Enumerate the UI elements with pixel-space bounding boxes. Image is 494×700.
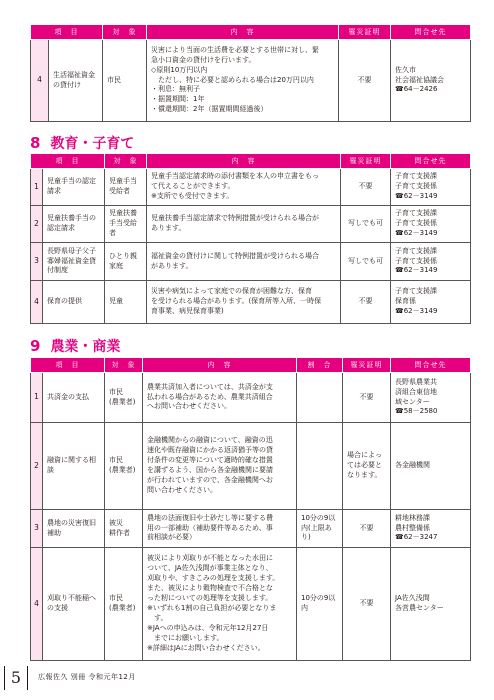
agriculture-table — [30, 357, 471, 661]
contact-line: ☎62－3149 — [395, 191, 438, 200]
row-content — [147, 243, 341, 281]
row-content — [147, 281, 341, 324]
education-table — [30, 153, 471, 324]
table-row — [31, 423, 471, 510]
contact-line: 済組合東信地 — [395, 387, 437, 396]
row-cert: 不要 — [341, 281, 391, 324]
table-row — [31, 40, 471, 122]
header-content: 内 容 — [143, 358, 297, 373]
content-line: へお問い合わせください。 — [147, 402, 231, 411]
row-content — [147, 169, 341, 206]
content-line: を講ずるよう、国から各金融機関に要請 — [147, 466, 273, 474]
row-item: 刈取り不能稲へ の支援 — [43, 548, 105, 661]
content-line: ・据置期間：1年 — [151, 95, 205, 104]
row-target — [105, 510, 143, 548]
row-number: 3 — [31, 243, 43, 281]
content-line: ※JAへの申込みは、令和元年12月27日 — [147, 623, 269, 632]
row-item: 農地の災害復旧補助 — [43, 510, 105, 548]
content-line: ついて、JA佐久浅間が事業主体となり、 — [147, 564, 273, 573]
content-line: 福祉資金の貸付けに関して特例措置が受けられる場合 — [151, 251, 319, 260]
target-line: 耕作者 — [109, 528, 130, 537]
header-ratio: 割 合 — [297, 358, 343, 373]
contact-line: ☎62－3149 — [395, 306, 438, 315]
contact-line: 子育て支援課 — [395, 246, 437, 255]
content-line: が行われていますので、各金融機関へお — [147, 475, 273, 484]
target-line: (農業者) — [109, 604, 136, 612]
row-contact — [391, 243, 471, 281]
content-line: 災害や病気によって家庭での保育が困難な方、保育 — [151, 287, 312, 296]
section-number: 8 — [30, 134, 41, 152]
row-ratio: 10分の9以内 — [297, 548, 343, 661]
header-content: 内 容 — [147, 25, 339, 40]
content-line: 刈取りや、すきこみの処理を支援します。 — [147, 574, 280, 583]
contact-line: 保育係 — [395, 297, 416, 306]
row-number: 4 — [31, 548, 43, 661]
contact-line: 子育て支援係 — [395, 219, 437, 228]
contact-line: ☎62－3149 — [395, 228, 438, 237]
target-line: (農業者) — [109, 466, 136, 474]
row-cert: 写しでも可 — [341, 243, 391, 281]
header-item: 項 目 — [31, 25, 103, 40]
content-line: ◇原則10万円以内 — [151, 65, 208, 74]
header-cert: 罹災証明 — [339, 25, 391, 40]
contact-line: ☎64－2426 — [395, 85, 438, 94]
contact-line: ☎62－3149 — [395, 266, 438, 275]
content-line: 児童手当認定請求時の添付書類を本人の申立書をもっ — [151, 172, 319, 181]
page-number: 5 — [4, 666, 28, 690]
section-name: 教育・子育て — [50, 136, 135, 152]
contact-line: 社会福祉協議会 — [395, 75, 444, 84]
row-cert: 不要 — [343, 373, 391, 423]
contact-line: 各金融機関 — [395, 461, 430, 470]
target-line: 被災 — [109, 518, 123, 527]
publication-info: 広報佐久 別冊 令和元年12月 — [38, 673, 136, 681]
target-line: (農業者) — [109, 397, 136, 406]
content-line: ※支所でも受付できます。 — [151, 191, 234, 200]
row-contact — [391, 548, 471, 661]
contact-line: JA佐久浅間 — [395, 594, 430, 603]
row-target: 児童手当受給者 — [105, 169, 147, 206]
row-cert: 不要 — [343, 510, 391, 548]
row-contact — [391, 423, 471, 510]
content-line: また、被災により穀物検査で不合格とな — [147, 584, 273, 593]
table-header-row — [31, 154, 471, 169]
row-contact — [391, 40, 471, 122]
row-ratio — [297, 423, 343, 510]
row-number: 3 — [31, 510, 43, 548]
row-cert: 不要 — [339, 40, 391, 122]
header-contact: 問合せ先 — [391, 358, 471, 373]
row-cert: 場合によっては必要となります。 — [343, 423, 391, 510]
content-line: ※詳細はJAにお問い合わせください。 — [147, 643, 265, 652]
content-line: 育事業、病児保育事業) — [151, 306, 224, 315]
contact-line: 子育て支援係 — [395, 256, 437, 265]
contact-line: 子育て支援課 — [395, 287, 437, 296]
row-contact — [391, 281, 471, 324]
contact-line: ☎62－3247 — [395, 533, 438, 542]
row-target — [105, 373, 143, 423]
content-line: 金融機関からの融資について、融資の迅 — [147, 436, 273, 445]
row-target — [105, 423, 143, 510]
table-row — [31, 373, 471, 423]
row-target — [105, 548, 143, 661]
content-line: ・利息：無利子 — [151, 85, 200, 94]
table-row — [31, 206, 471, 243]
contact-line: 域センター — [395, 397, 430, 406]
row-content — [143, 548, 297, 661]
row-content — [147, 40, 339, 122]
target-line: 市民 — [109, 594, 123, 603]
table-row — [31, 510, 471, 548]
header-contact: 問合せ先 — [391, 154, 471, 169]
row-content — [143, 423, 297, 510]
row-item: 融資に関する相談 — [43, 423, 105, 510]
content-line: 農地の法面復旧や土砂だし等に要する費 — [147, 513, 273, 522]
table-row — [31, 281, 471, 324]
row-item: 児童扶養手当の認定請求 — [43, 206, 105, 243]
content-line: 払われる場合があるため、農業共済組合 — [147, 392, 273, 401]
content-line: ※いずれも1割の自己負担が必要となりま — [147, 604, 277, 612]
section-9-title — [30, 336, 120, 356]
contact-line: 耕地林務課 — [395, 513, 430, 522]
header-target: 対 象 — [105, 154, 147, 169]
content-line: 問い合わせください。 — [147, 485, 217, 494]
row-content — [147, 206, 341, 243]
header-contact: 問合せ先 — [391, 25, 471, 40]
contact-line: 農村整備係 — [395, 523, 430, 532]
content-line: ・償還期間：2年（据置期間経過後） — [151, 105, 268, 114]
target-line: 市民 — [109, 456, 123, 465]
content-line: て代えることができます。 — [151, 182, 235, 191]
contact-line: 長野県農業共 — [395, 377, 437, 386]
row-number: 4 — [31, 281, 43, 324]
header-content: 内 容 — [147, 154, 341, 169]
section-name: 農業・商業 — [50, 339, 121, 355]
row-target: 児童 — [105, 281, 147, 324]
row-content — [143, 510, 297, 548]
content-line: す。 — [147, 613, 168, 622]
content-line: ただし、特に必要と認められる場合は20万円以内 — [151, 75, 314, 84]
contact-line: 佐久市 — [395, 65, 416, 74]
contact-line: 子育て支援係 — [395, 182, 437, 191]
row-target: 児童扶養手当受給者 — [105, 206, 147, 243]
content-line: までにお願いします。 — [147, 633, 224, 642]
row-item: 児童手当の認定請求 — [43, 169, 105, 206]
content-line: 農業共済加入者については、共済金が支 — [147, 382, 273, 391]
row-number: 2 — [31, 423, 43, 510]
content-line: 速化や既存融資にかかる返済猶予等の貸 — [147, 446, 273, 455]
content-line: を受けられる場合があります。(保育所等入所、一時保 — [151, 297, 322, 306]
content-line: 被災により刈取りが不能となった水田に — [147, 554, 273, 563]
row-cert: 不要 — [341, 169, 391, 206]
content-line: 急小口資金の貸付けを行います。 — [151, 55, 256, 64]
content-line: があります。 — [151, 261, 193, 270]
row-target: 市民 — [103, 40, 147, 122]
row-number: 2 — [31, 206, 43, 243]
row-contact — [391, 373, 471, 423]
section-number: 9 — [30, 337, 41, 355]
content-line: 災害により当面の生活費を必要とする世帯に対し、緊 — [151, 45, 319, 54]
contact-line: ☎58－2580 — [395, 407, 438, 416]
row-ratio: 10分の9以内(上限あり) — [297, 510, 343, 548]
row-contact — [391, 169, 471, 206]
table-header-row — [31, 25, 471, 40]
row-cert: 写しでも可 — [341, 206, 391, 243]
row-contact — [391, 206, 471, 243]
content-line: 児童扶養手当認定請求で特例措置が受けられる場合が — [151, 214, 319, 223]
row-ratio — [297, 373, 343, 423]
row-number: 4 — [31, 40, 49, 122]
header-cert: 罹災証明 — [341, 154, 391, 169]
header-target: 対 象 — [105, 358, 143, 373]
row-item: 共済金の支払 — [43, 373, 105, 423]
row-number: 1 — [31, 169, 43, 206]
contact-line: 各営農センター — [395, 604, 444, 612]
table-header-row — [31, 358, 471, 373]
row-contact — [391, 510, 471, 548]
table-row — [31, 243, 471, 281]
row-cert: 不要 — [343, 548, 391, 661]
content-line: 前相談が必要） — [147, 533, 196, 542]
header-item: 項 目 — [31, 358, 105, 373]
content-line: あります。 — [151, 224, 186, 232]
header-item: 項 目 — [31, 154, 105, 169]
row-item: 生活福祉資金の貸付け — [49, 40, 103, 122]
content-line: 付条件の変更等について適時的確な措置 — [147, 456, 273, 465]
header-cert: 罹災証明 — [343, 358, 391, 373]
content-line: 用の一部補助（補助要件等あるため、事 — [147, 523, 273, 532]
table-row — [31, 548, 471, 661]
section-8-title — [30, 133, 134, 153]
row-content — [143, 373, 297, 423]
welfare-table — [30, 24, 471, 122]
header-target: 対 象 — [103, 25, 147, 40]
content-line: った籾についての処理等を支援します。 — [147, 594, 273, 603]
row-item: 保育の提供 — [43, 281, 105, 324]
row-number: 1 — [31, 373, 43, 423]
contact-line: 子育て支援課 — [395, 209, 437, 218]
table-row — [31, 169, 471, 206]
row-item: 長野県母子父子寡婦福祉資金貸付制度 — [43, 243, 105, 281]
target-line: 市民 — [109, 387, 123, 396]
contact-line: 子育て支援課 — [395, 172, 437, 181]
row-target: ひとり親家庭 — [105, 243, 147, 281]
